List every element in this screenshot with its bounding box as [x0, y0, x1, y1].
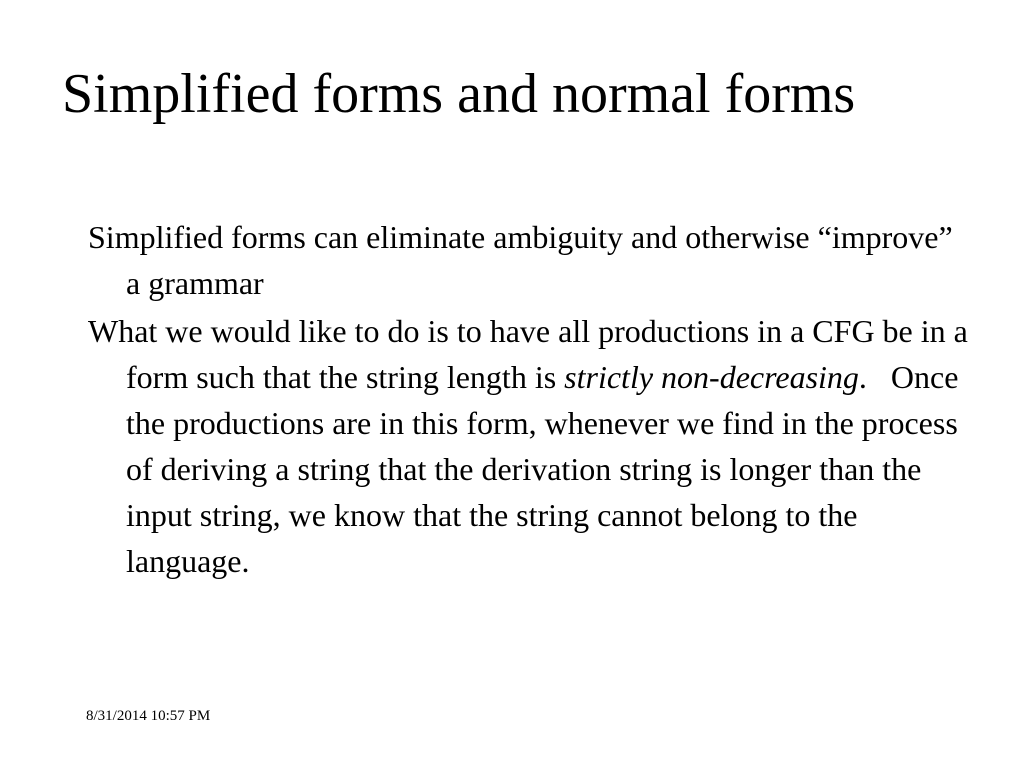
slide-body: [88, 214, 968, 588]
paragraph-productions: [88, 308, 968, 584]
paragraph-productions-text-end: . Once the productions are in this form, whenever we find in the process of deriving a string that the derivation string is longer than the input string, we know that the string cannot belong to the language.: [126, 359, 959, 579]
paragraph-simplified-forms: Simplified forms can eliminate ambiguity and otherwise “improve” a grammar: [88, 219, 953, 301]
strictly-non-decreasing-emphasis: strictly non-decreasing: [564, 359, 859, 395]
footer-date: 8/31/2014 10:57 PM: [86, 708, 211, 724]
paragraph-productions-text-start: What we would like to do is to have all productions in a CFG be in a form such that the string length is: [88, 313, 968, 395]
slide-title: Simplified forms and normal forms: [62, 63, 856, 125]
